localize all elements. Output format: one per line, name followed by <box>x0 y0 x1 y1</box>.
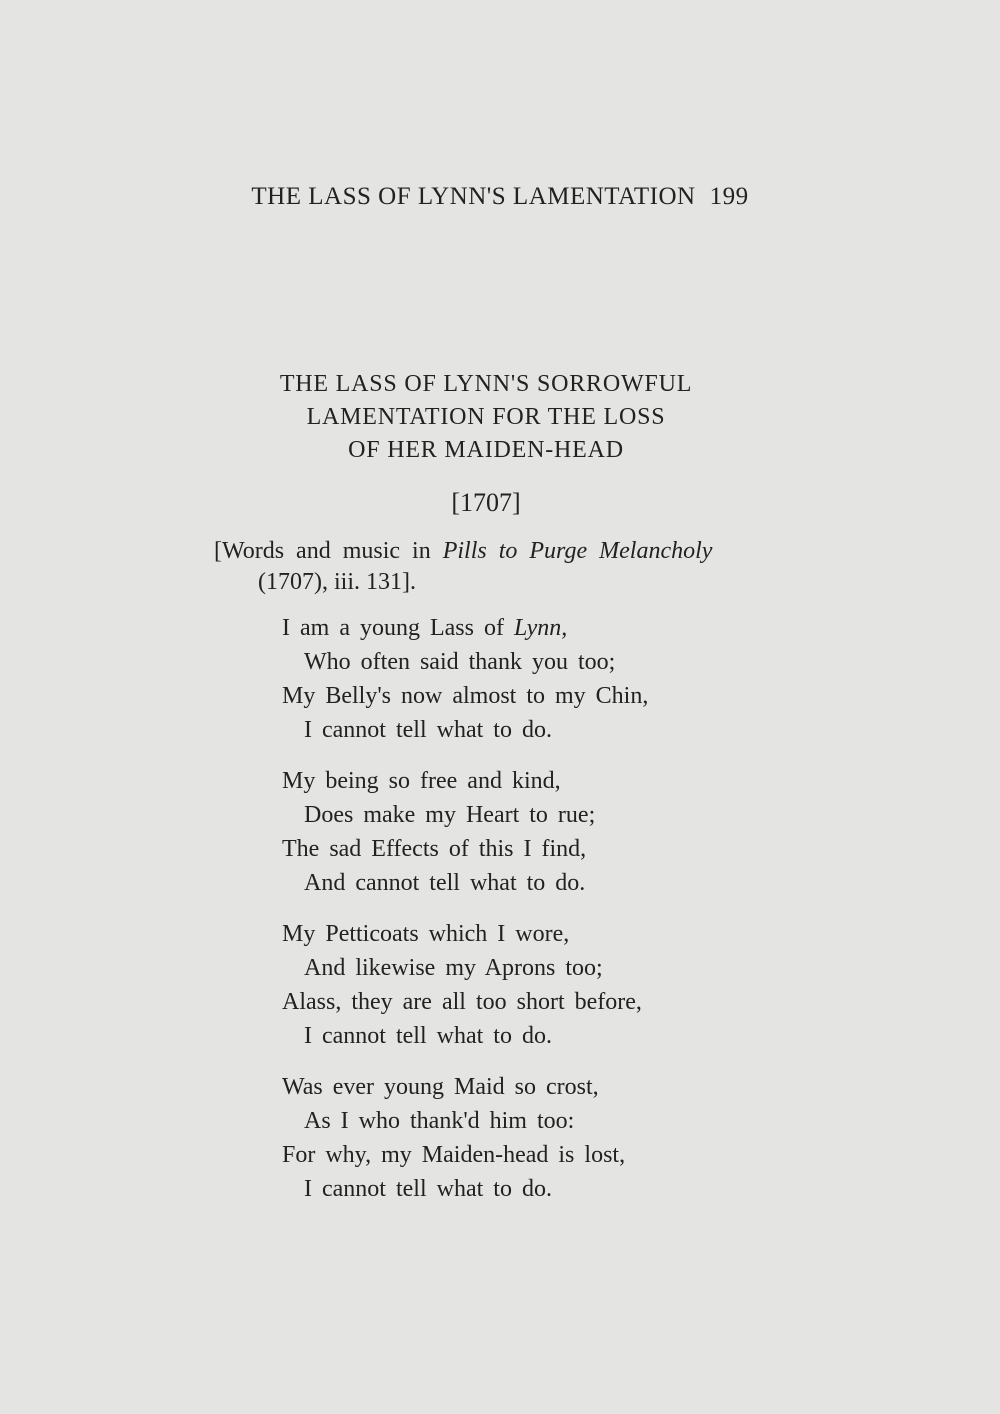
verse-line: I cannot tell what to do. <box>304 1023 552 1049</box>
running-head-title: THE LASS OF LYNN'S LAMENTATION <box>251 183 696 210</box>
verse-line: And likewise my Aprons too; <box>304 955 603 981</box>
verse-line: The sad Effects of this I find, <box>282 836 587 862</box>
poem-title <box>0 368 972 467</box>
verse-line: I cannot tell what to do. <box>304 1176 552 1202</box>
stanza-1 <box>282 611 782 747</box>
page-number: 199 <box>709 183 749 210</box>
verse-line: And cannot tell what to do. <box>304 870 586 896</box>
verse-line: My Petticoats which I wore, <box>282 921 570 947</box>
source-note-line-1 <box>214 536 774 567</box>
place-name: Lynn, <box>513 615 568 641</box>
verse-text: I am a young Lass of <box>282 615 514 641</box>
verse-line: As I who thank'd him too: <box>304 1108 575 1134</box>
verse-line: Who often said thank you too; <box>304 649 616 675</box>
poem-title-line-3: OF HER MAIDEN-HEAD <box>348 437 624 463</box>
poem-title-line-1: THE LASS OF LYNN'S SORROWFUL <box>279 371 693 397</box>
poem-year: [1707] <box>451 488 521 517</box>
verse-line: My being so free and kind, <box>282 768 561 794</box>
running-head <box>0 183 1000 211</box>
source-note <box>214 536 774 598</box>
verse-line: I cannot tell what to do. <box>304 717 552 743</box>
verse-line: Was ever young Maid so crost, <box>282 1074 599 1100</box>
poem-title-line-2: LAMENTATION FOR THE LOSS <box>306 404 666 430</box>
verse-line: Alass, they are all too short before, <box>282 989 642 1015</box>
verse-line: For why, my Maiden-head is lost, <box>282 1142 626 1168</box>
poem-body <box>282 611 782 1223</box>
stanza-3 <box>282 917 782 1053</box>
source-note-line-2: (1707), iii. 131]. <box>258 569 416 595</box>
verse-line <box>282 611 782 645</box>
source-title: Pills to Purge Melancholy <box>442 538 713 564</box>
stanza-4 <box>282 1070 782 1206</box>
verse-line: Does make my Heart to rue; <box>304 802 596 828</box>
source-note-prefix: [Words and music in <box>214 538 443 564</box>
stanza-2 <box>282 764 782 900</box>
verse-line: My Belly's now almost to my Chin, <box>282 683 649 709</box>
